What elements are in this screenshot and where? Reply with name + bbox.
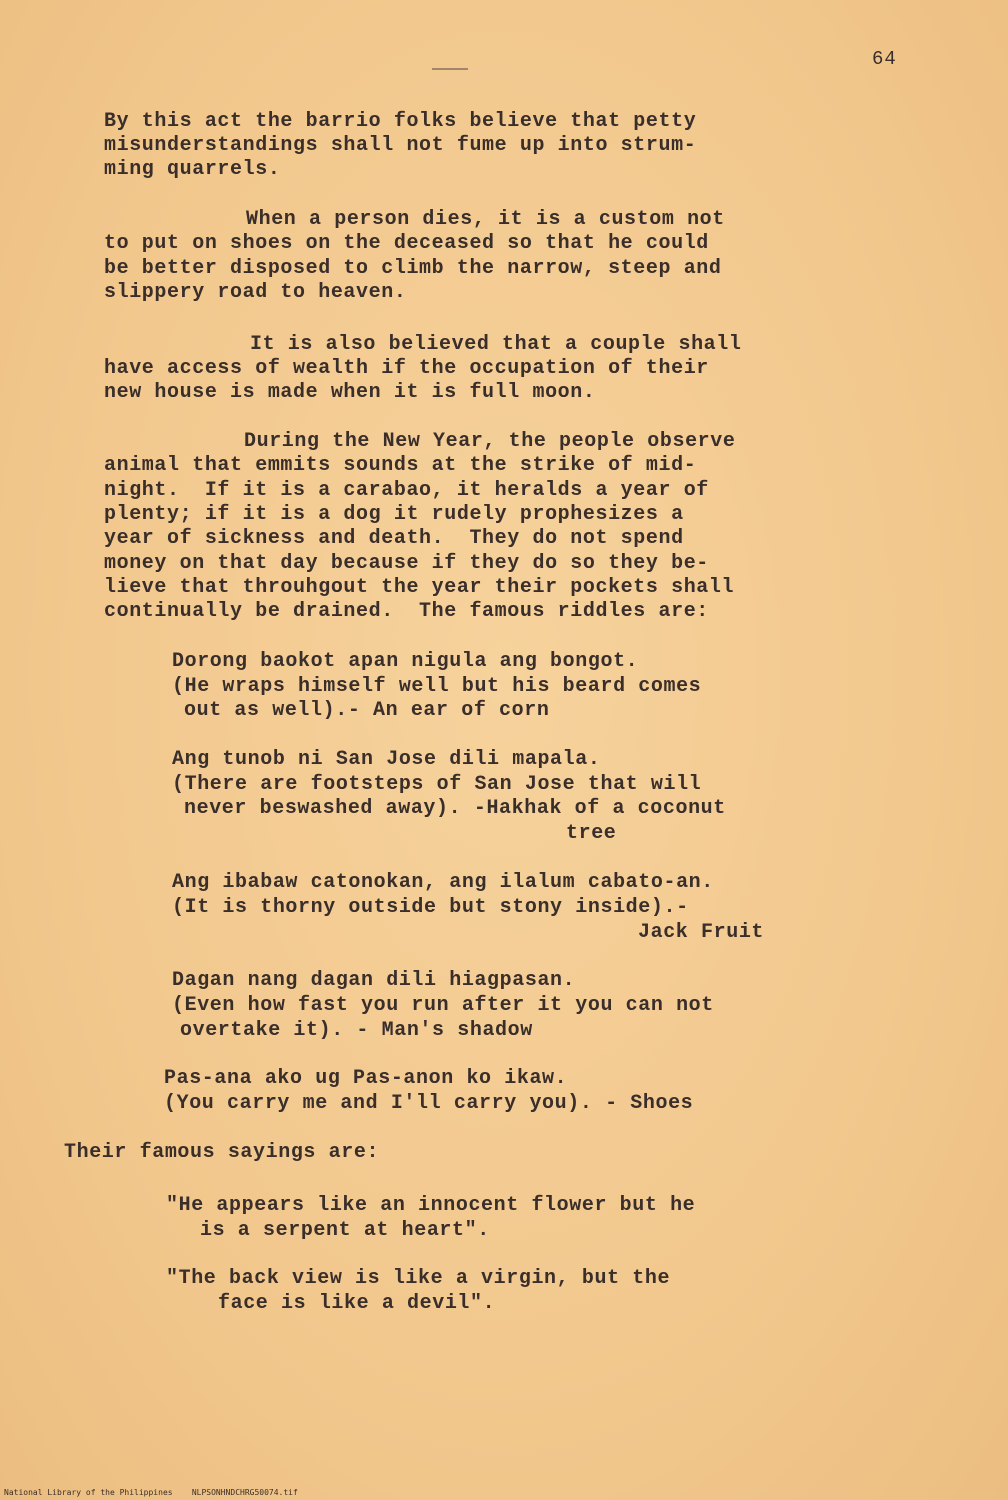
riddle-line: Jack Fruit — [638, 921, 765, 944]
riddle-line: tree — [566, 822, 617, 845]
riddle-line: Pas-ana ako ug Pas-anon ko ikaw. — [164, 1067, 568, 1090]
text-line: slippery road to heaven. — [104, 281, 407, 304]
riddle-line: (It is thorny outside but stony inside).- — [172, 896, 689, 919]
text-line: animal that emmits sounds at the strike of mid- — [104, 454, 697, 477]
saying-line: "He appears like an innocent flower but he — [166, 1194, 696, 1217]
page-number: 64 — [872, 48, 897, 70]
riddle-line: Dorong baokot apan nigula ang bongot. — [172, 650, 639, 673]
text-line: plenty; if it is a dog it rudely prophesizes a — [104, 503, 684, 526]
riddle-line: never beswashed away). -Hakhak of a coconut — [184, 797, 726, 820]
text-line: night. If it is a carabao, it heralds a year of — [104, 479, 709, 502]
saying-line: is a serpent at heart". — [200, 1219, 490, 1242]
text-line: continually be drained. The famous riddles are: — [104, 600, 709, 623]
text-line: By this act the barrio folks believe that petty — [104, 110, 697, 133]
saying-line: face is like a devil". — [218, 1292, 496, 1315]
riddle-line: (You carry me and I'll carry you). - Shoes — [164, 1092, 694, 1115]
text-line: money on that day because if they do so they be- — [104, 552, 709, 575]
riddle-line: (He wraps himself well but his beard comes — [172, 675, 702, 698]
text-line: new house is made when it is full moon. — [104, 381, 596, 404]
text-line: ming quarrels. — [104, 158, 281, 181]
riddle-line: (Even how fast you run after it you can not — [172, 994, 714, 1017]
scan-footer: National Library of the Philippines NLPSONHNDCHRG50074.tif — [4, 1488, 298, 1497]
text-line: year of sickness and death. They do not spend — [104, 527, 684, 550]
text-line: misunderstandings shall not fume up into strum- — [104, 134, 697, 157]
text-line: have access of wealth if the occupation of their — [104, 357, 709, 380]
text-line: lieve that throuhgout the year their pockets shall — [104, 576, 735, 599]
riddle-line: (There are footsteps of San Jose that will — [172, 773, 702, 796]
riddle-line: overtake it). - Man's shadow — [180, 1019, 533, 1042]
text-line: Their famous sayings are: — [64, 1141, 380, 1164]
riddle-line: Ang ibabaw catonokan, ang ilalum cabato-an. — [172, 871, 714, 894]
text-line: It is also believed that a couple shall — [250, 333, 742, 356]
text-line: to put on shoes on the deceased so that he could — [104, 232, 709, 255]
text-line: During the New Year, the people observe — [244, 430, 736, 453]
saying-line: "The back view is like a virgin, but the — [166, 1267, 671, 1290]
riddle-line: Dagan nang dagan dili hiagpasan. — [172, 969, 576, 992]
riddle-line: out as well).- An ear of corn — [184, 699, 550, 722]
text-line: When a person dies, it is a custom not — [246, 208, 725, 231]
header-dash — [432, 68, 468, 70]
text-line: be better disposed to climb the narrow, steep and — [104, 257, 722, 280]
riddle-line: Ang tunob ni San Jose dili mapala. — [172, 748, 601, 771]
